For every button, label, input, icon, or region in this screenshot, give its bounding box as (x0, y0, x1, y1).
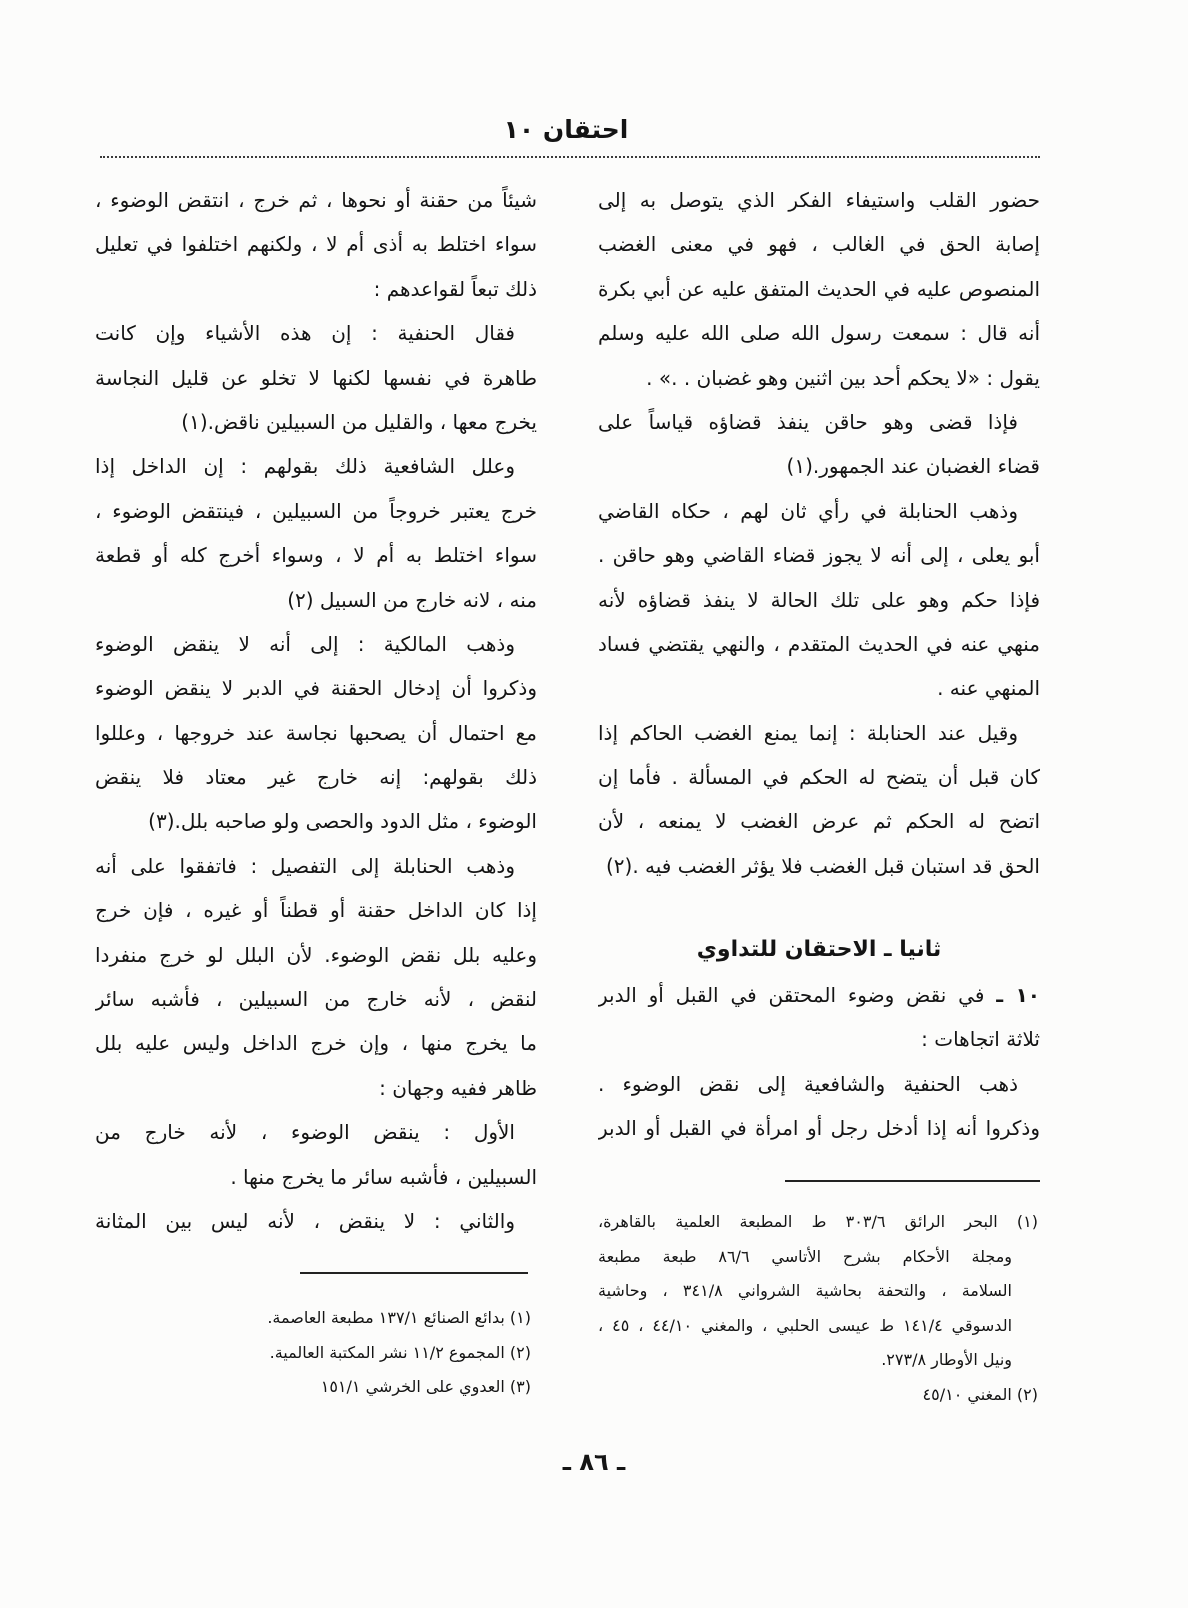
text-line: الحق قد استبان قبل الغضب فلا يؤثر الغضب فيه .(٢) (605, 853, 1040, 878)
text-line: وعليه بلل نقض الوضوء. لأن البلل لو خرج منفردا (95, 942, 537, 967)
text-line: مع احتمال أن يصحبها نجاسة عند خروجها ، وعللوا (95, 720, 537, 745)
section-number: ١٠ ـ (996, 983, 1040, 1007)
left-column (95, 178, 537, 1243)
text-line: يخرج معها ، والقليل من السبيلين ناقض.(١) (181, 409, 537, 434)
text-line: ذلك بقولهم: إنه خارج غير معتاد فلا ينقض (95, 765, 537, 790)
text-line: حضور القلب واستيفاء الفكر الذي يتوصل به إلى (598, 188, 1040, 212)
text-line: يقول : «لا يحكم أحد بين اثنين وهو غضبان . .» . (646, 365, 1040, 390)
right-footnotes (598, 1205, 1038, 1412)
left-footnotes (95, 1301, 531, 1405)
text-line: ذلك تبعاً لقواعدهم : (373, 276, 537, 301)
right-column (598, 178, 1040, 888)
text-line: كان قبل أن يتضح له الحكم في المسألة . فأما إن (598, 765, 1040, 790)
footnote-line: ومجلة الأحكام بشرح الأتاسي ٨٦/٦ طبعة مطبعة (598, 1246, 1012, 1266)
text-line: وقيل عند الحنابلة : إنما يمنع الغضب الحاكم إذا (598, 720, 1018, 745)
text-line: منه ، لانه خارج من السبيل (٢) (287, 587, 537, 612)
text-line: سواء اختلط به أم لا ، وسواء أخرج كله أو قطعة (95, 543, 537, 568)
text-line: الأول : ينقض الوضوء ، لأنه خارج من (95, 1120, 515, 1145)
text-line: السبيلين ، فأشبه سائر ما يخرج منها . (230, 1164, 537, 1189)
footnote-line: (٢) المجموع ١١/٢ نشر المكتبة العالمية. (269, 1342, 531, 1362)
header-dotted-rule (100, 156, 1040, 158)
text-line: وذهب المالكية : إلى أنه لا ينقض الوضوء (95, 631, 515, 656)
text-line: ظاهر ففيه وجهان : (379, 1075, 537, 1100)
footnote-line: (٢) المغني ٤٥/١٠ (922, 1384, 1038, 1404)
section-title-text: في نقض وضوء المحتقن في القبل أو الدبر (598, 983, 985, 1007)
footnote-line: السلامة ، والتحفة بحاشية الشرواني ٣٤١/٨ ، وحاشية (598, 1281, 1012, 1300)
text-line: المنصوص عليه في الحديث المتفق عليه عن أبي بكرة (598, 276, 1040, 301)
text-line: شيئاً من حقنة أو نحوها ، ثم خرج ، انتقض الوضوء ، (95, 188, 537, 212)
text-line: خرج يعتبر خروجاً من السبيلين ، فينتقض الوضوء ، (95, 498, 537, 523)
text-line: فإذا حكم وهو على تلك الحالة لا ينفذ قضاؤه لأنه (598, 587, 1040, 612)
text-line: ثلاثة اتجاهات : (921, 1027, 1040, 1052)
text-line: أنه قال : سمعت رسول الله صلى الله عليه وسلم (598, 321, 1040, 346)
footnote-separator (785, 1180, 1040, 1182)
text-line: المنهي عنه . (937, 676, 1040, 701)
section-heading: ثانيا ـ الاحتقان للتداوي (696, 937, 942, 962)
text-line: وذهب الحنابلة إلى التفصيل : فاتفقوا على أنه (95, 853, 515, 878)
text-line: اتضح له الحكم ثم عرض الغضب لا يمنعه ، لأن (598, 809, 1040, 834)
text-line: طاهرة في نفسها لكنها لا تخلو عن قليل النجاسة (95, 365, 537, 390)
footnote-line: ونيل الأوطار ٢٧٣/٨. (881, 1350, 1012, 1369)
text-line: فإذا قضى وهو حاقن ينفذ قضاؤه قياساً على (598, 409, 1018, 434)
section-body (598, 973, 1040, 1151)
text-line: الوضوء ، مثل الدود والحصى ولو صاحبه بلل.(٣) (148, 809, 537, 834)
text-line: سواء اختلط به أذى أم لا ، ولكنهم اختلفوا في تعليل (95, 232, 537, 257)
text-line: قضاء الغضبان عند الجمهور.(١) (786, 454, 1040, 479)
running-header: احتقان ١٠ (503, 115, 629, 144)
text-line: أبو يعلى ، إلى أنه لا يجوز قضاء القاضي وهو حاقن . (598, 543, 1040, 568)
text-line: ما يخرج منها ، وإن خرج الداخل وليس عليه بلل (95, 1031, 537, 1056)
text-line: إصابة الحق في الغالب ، فهو في معنى الغضب (598, 232, 1040, 257)
text-line: وذكروا أنه إذا أدخل رجل أو امرأة في القبل أو الدبر (598, 1116, 1040, 1141)
text-line: وذهب الحنابلة في رأي ثان لهم ، حكاه القاضي (598, 498, 1018, 523)
footnote-separator (300, 1272, 528, 1274)
text-line: لنقض ، لأنه خارج من السبيلين ، فأشبه سائر (95, 987, 537, 1012)
footnote-line: الدسوقي ١٤١/٤ ط عيسى الحلبي ، والمغني ٤٤/١٠ ، ٤٥ ، (598, 1315, 1013, 1335)
footnote-line: (١) بدائع الصنائع ١٣٧/١ مطبعة العاصمة. (267, 1308, 531, 1327)
footnote-line: (٣) العدوي على الخرشي ١٥١/١ (320, 1377, 531, 1396)
text-line: وذكروا أن إدخال الحقنة في الدبر لا ينقض الوضوء (95, 676, 537, 701)
text-line: فقال الحنفية : إن هذه الأشياء وإن كانت (95, 321, 515, 346)
text-line: إذا كان الداخل حقنة أو قطناً أو غيره ، فإن خرج (95, 898, 537, 923)
text-line: ذهب الحنفية والشافعية إلى نقض الوضوء . (598, 1071, 1018, 1096)
text-line: منهي عنه في الحديث المتقدم ، والنهي يقتضي فساد (598, 631, 1040, 656)
text-line: والثاني : لا ينقض ، لأنه ليس بين المثانة (95, 1208, 515, 1233)
page-number: ـ ٨٦ ـ (562, 1448, 626, 1476)
text-line: وعلل الشافعية ذلك بقولهم : إن الداخل إذا (95, 454, 515, 479)
section-first-line (598, 973, 1040, 1017)
footnote-line: (١) البحر الرائق ٣٠٣/٦ ط المطبعة العلمية بالقاهرة، (598, 1212, 1038, 1231)
